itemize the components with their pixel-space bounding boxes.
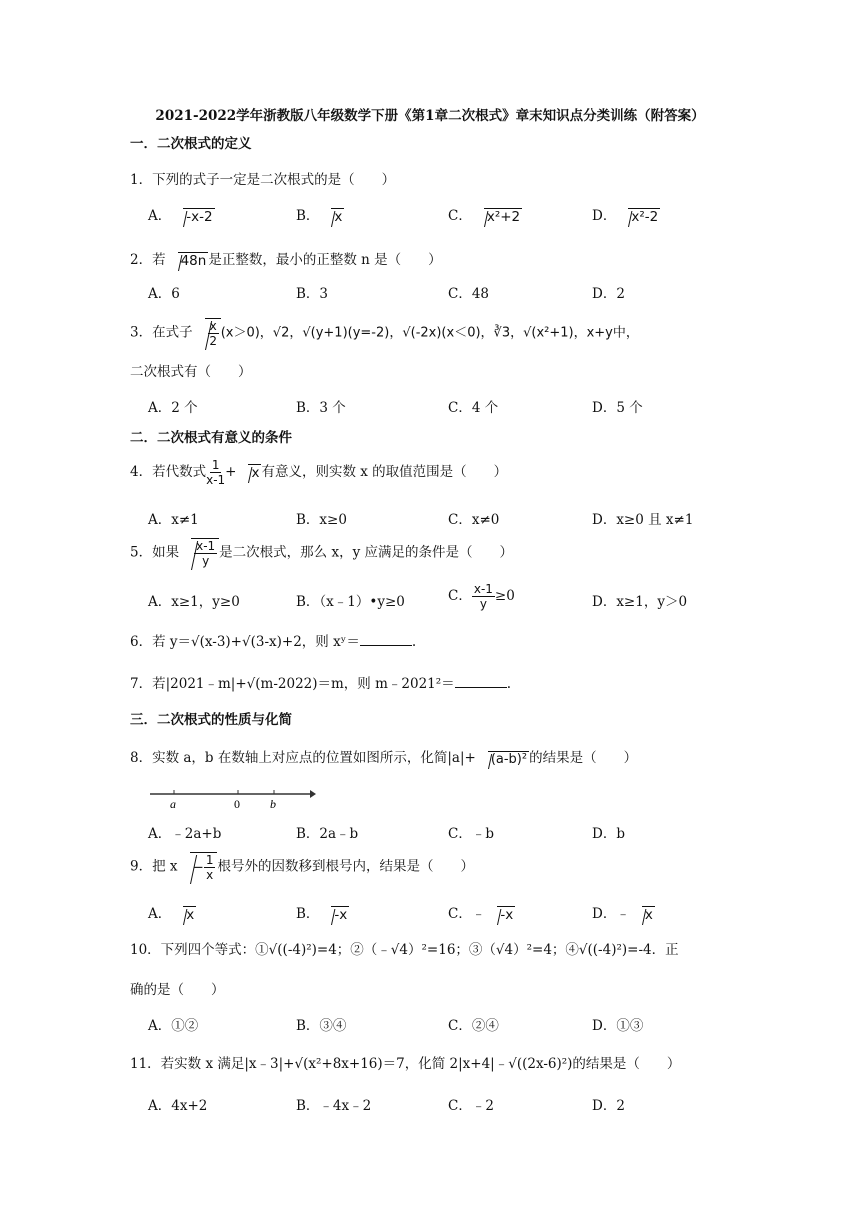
q5-option-b: B．（x﹣1）•y≥0 bbox=[296, 594, 405, 610]
question-3-line2: 二次根式有（ ） bbox=[130, 364, 252, 380]
section-heading-2: 二．二次根式有意义的条件 bbox=[130, 430, 292, 446]
q5-option-a: A．x≥1，y≥0 bbox=[148, 594, 240, 610]
q4-option-a: A．x≠1 bbox=[148, 512, 199, 528]
question-2-stem: 2．若 48n 是正整数，最小的正整数 n 是（ ） bbox=[130, 252, 442, 269]
q1-option-a: A． -x-2 bbox=[148, 208, 213, 225]
q5-option-c: C． $\frac{x-1}{y}$ ≥0 bbox=[448, 582, 515, 611]
q1-option-c: C． x²+2 bbox=[448, 208, 521, 225]
q2-option-d: D．2 bbox=[592, 286, 625, 302]
question-1-stem: 1．下列的式子一定是二次根式的是（ ） bbox=[130, 172, 396, 188]
q4-option-b: B．x≥0 bbox=[296, 512, 347, 528]
section-heading-1: 一．二次根式的定义 bbox=[130, 136, 252, 152]
q11-option-c: C．﹣2 bbox=[448, 1098, 494, 1114]
q3-option-d: D．5 个 bbox=[592, 400, 643, 416]
q11-option-a: A．4x+2 bbox=[148, 1098, 208, 1114]
q3-option-c: C．4 个 bbox=[448, 400, 499, 416]
q10-option-c: C．②④ bbox=[448, 1018, 499, 1034]
question-10-line2: 确的是（ ） bbox=[130, 982, 225, 998]
q2-option-b: B．3 bbox=[296, 286, 329, 302]
q4-option-c: C．x≠0 bbox=[448, 512, 500, 528]
question-6: 6．若 y＝√(x-3)+√(3-x)+2，则 xʸ＝ . bbox=[130, 634, 417, 650]
question-7: 7．若|2021﹣m|+√(m-2022)＝m，则 m﹣2021²＝ . bbox=[130, 676, 511, 692]
number-line-figure bbox=[148, 784, 318, 810]
q6-answer-blank[interactable] bbox=[360, 633, 412, 646]
q3-option-b: B．3 个 bbox=[296, 400, 346, 416]
q8-option-d: D．b bbox=[592, 826, 625, 842]
q1-option-b: B． x bbox=[296, 208, 343, 225]
q10-option-d: D．①③ bbox=[592, 1018, 644, 1034]
q11-option-b: B．﹣4x﹣2 bbox=[296, 1098, 372, 1114]
q3-option-a: A．2 个 bbox=[148, 400, 198, 416]
q9-option-a: A． x bbox=[148, 906, 195, 923]
q11-option-d: D．2 bbox=[592, 1098, 625, 1114]
section-heading-3: 三．二次根式的性质与化简 bbox=[130, 712, 292, 728]
question-10-stem: 10．下列四个等式：①√((-4)²)=4；②（﹣√4）²=16；③（√4）²=4；④√((-4)²)=-4．正 bbox=[130, 942, 679, 958]
question-9-stem: 9．把 x − $\frac{1}{x}$ 根号外的因数移到根号内，结果是（ ） bbox=[130, 853, 474, 882]
question-8-stem: 8．实数 a，b 在数轴上对应点的位置如图所示，化简|a|+ (a-b)² 的结果是（ ） bbox=[130, 750, 638, 767]
q8-option-a: A．﹣2a+b bbox=[148, 826, 222, 842]
q9-option-b: B． -x bbox=[296, 906, 348, 923]
q10-option-b: B．③④ bbox=[296, 1018, 347, 1034]
q9-option-c: C．﹣ -x bbox=[448, 906, 514, 923]
q10-option-a: A．①② bbox=[148, 1018, 199, 1034]
q7-answer-blank[interactable] bbox=[455, 675, 507, 688]
q8-option-b: B．2a﹣b bbox=[296, 826, 359, 842]
number-line-label-0: 0 bbox=[234, 797, 240, 810]
question-4-stem: 4．若代数式 $\frac{1}{x-1}$ + x 有意义，则实数 x 的取值范围是（ ） bbox=[130, 458, 508, 487]
q9-option-d: D．﹣ x bbox=[592, 906, 653, 923]
number-line-label-a: a bbox=[170, 797, 176, 810]
document-title: 2021-2022学年浙教版八年级数学下册《第1章二次根式》章末知识点分类训练（附答案） bbox=[155, 108, 705, 124]
q1-option-d: D． x²-2 bbox=[592, 208, 659, 225]
q8-option-c: C．﹣b bbox=[448, 826, 494, 842]
question-5-stem: 5．如果 $\frac{x-1}{y}$ 是二次根式，那么 x，y 应满足的条件是（ ） bbox=[130, 539, 513, 568]
question-11-stem: 11．若实数 x 满足|x﹣3|+√(x²+8x+16)＝7，化简 2|x+4|﹣√((2x-6)²)的结果是（ ） bbox=[130, 1056, 681, 1072]
q2-option-c: C．48 bbox=[448, 286, 490, 302]
q4-option-d: D．x≥0 且 x≠1 bbox=[592, 512, 694, 528]
q5-option-d: D．x≥1，y＞0 bbox=[592, 594, 688, 610]
q2-option-a: A．6 bbox=[148, 286, 180, 302]
number-line-label-b: b bbox=[270, 797, 276, 810]
question-3-stem: 3．在式子 $\frac{x}{2}$ (x＞0)，√2，√(y+1)(y=-2)，√(-2x)(x＜0)，∛3，√(x²+1)，x+y中， bbox=[130, 319, 639, 348]
